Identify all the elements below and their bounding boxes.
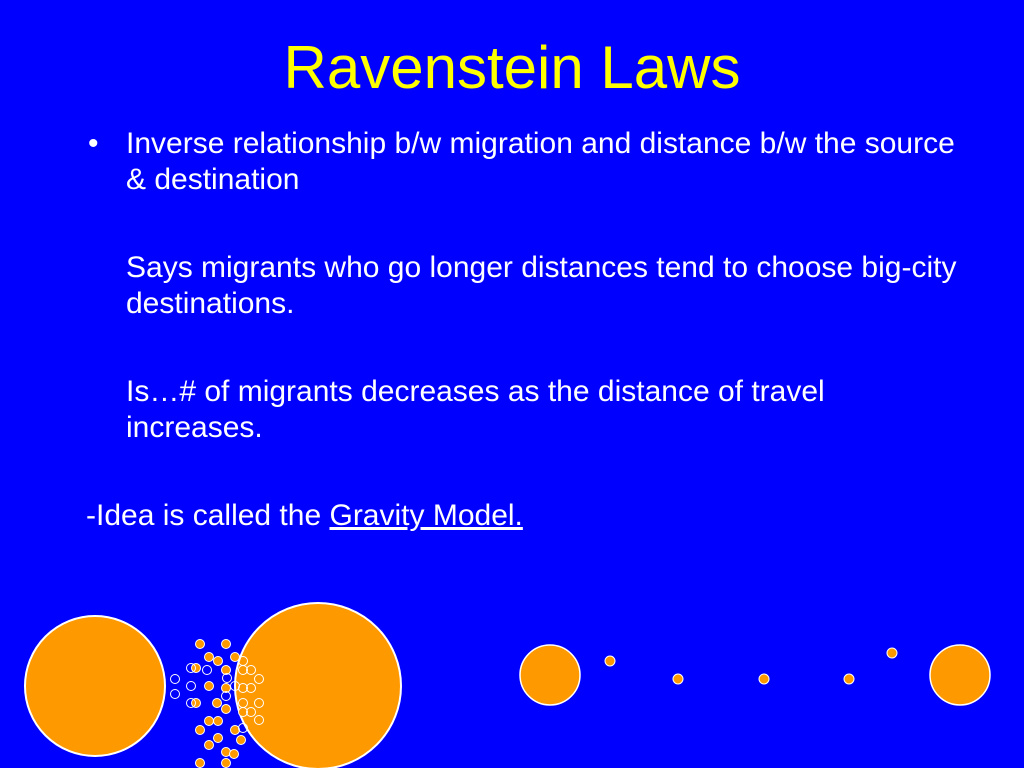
small-circle-right: [930, 645, 990, 705]
large-circle-left: [25, 616, 165, 756]
small-circle-left: [520, 645, 580, 705]
gravity-model-link[interactable]: Gravity Model.: [329, 499, 523, 532]
right-circle-group: [520, 645, 990, 705]
paragraph-decrease: Is…# of migrants decreases as the distance of travel increases.: [126, 375, 825, 444]
idea-prefix: -Idea is called the: [86, 499, 330, 532]
left-circle-group: [25, 603, 401, 768]
scattered-dots: [605, 648, 897, 684]
bullet-text: Inverse relationship b/w migration and distance b/w the source & destination: [126, 127, 955, 196]
bullet-icon: •: [88, 127, 99, 160]
slide-title: Ravenstein Laws: [283, 34, 741, 101]
large-circle-right: [235, 603, 401, 768]
gravity-illustration: [0, 600, 1024, 768]
bullet-item: [86, 126, 966, 198]
idea-line: [86, 498, 966, 534]
paragraph-big-city: Says migrants who go longer distances tend to choose big-city destinations.: [126, 251, 957, 320]
slide-body: [86, 126, 966, 534]
